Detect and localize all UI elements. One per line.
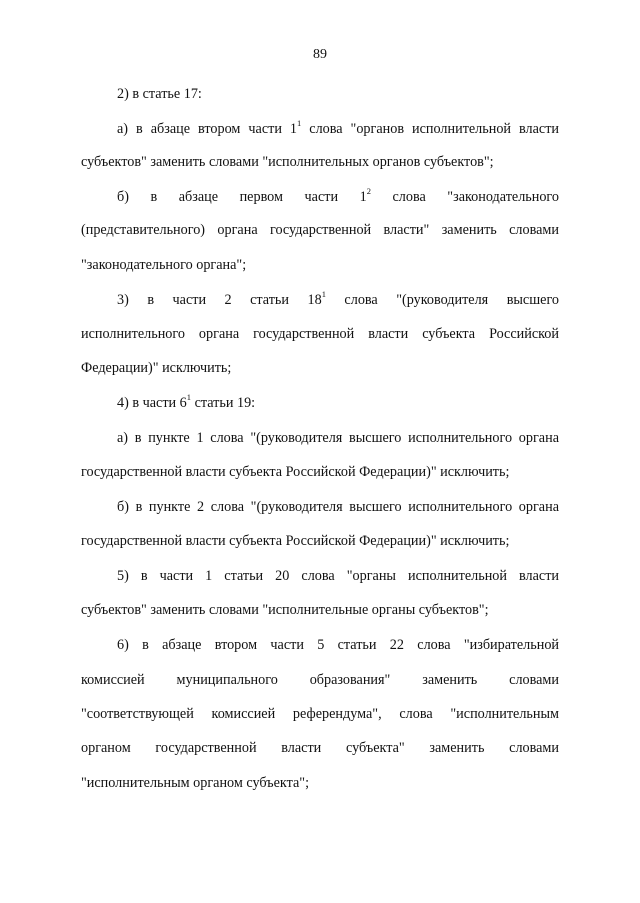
text-run: субъектов" заменить словами "исполнительные органы субъектов";: [81, 602, 489, 618]
paragraph-line: [81, 739, 559, 757]
superscript: 1: [297, 118, 302, 129]
paragraph-line: [117, 498, 559, 516]
paragraph-line: [117, 188, 559, 206]
text-run: 3) в части 2 статьи 18: [117, 292, 322, 308]
page-number: 89: [313, 47, 327, 62]
text-run: 6) в абзаце втором части 5 статьи 22 слова "избирательной: [117, 637, 559, 653]
paragraph-line: [81, 256, 559, 274]
paragraph-line: [81, 671, 559, 689]
paragraph-line: [81, 221, 559, 239]
text-run: государственной власти субъекта Российской Федерации)" исключить;: [81, 464, 510, 480]
paragraph-line: [81, 532, 559, 550]
text-run: "законодательного органа";: [81, 257, 247, 273]
paragraph-line: [117, 429, 559, 447]
text-run: субъектов" заменить словами "исполнительных органов субъектов";: [81, 154, 494, 170]
text-run: слова "(руководителя высшего: [325, 292, 560, 308]
text-run: 2) в статье 17:: [117, 86, 202, 102]
paragraph-line: [117, 85, 559, 103]
text-run: а) в пункте 1 слова "(руководителя высшего исполнительного органа: [117, 430, 559, 446]
paragraph-line: [81, 359, 559, 377]
superscript: 1: [321, 289, 326, 300]
text-run: "исполнительным органом субъекта";: [81, 775, 310, 791]
paragraph-line: [81, 601, 559, 619]
paragraph-line: [117, 636, 559, 654]
text-run: слова "законодательного: [370, 189, 559, 205]
text-run: органом государственной власти субъекта" заменить словами: [81, 740, 559, 756]
text-run: а) в абзаце втором части 1: [117, 121, 298, 137]
paragraph-line: [81, 774, 559, 792]
superscript: 2: [366, 186, 371, 197]
paragraph-line: [117, 291, 559, 309]
text-run: статьи 19:: [191, 395, 256, 411]
text-run: Федерации)" исключить;: [81, 360, 232, 376]
paragraph-line: [81, 153, 559, 171]
paragraph-line: [117, 567, 559, 585]
text-run: комиссией муниципального образования" заменить словами: [81, 672, 559, 688]
paragraph-line: [81, 325, 559, 343]
paragraph-line: [81, 705, 559, 723]
text-run: б) в абзаце первом части 1: [117, 189, 367, 205]
superscript: 1: [186, 392, 192, 403]
text-run: 4) в части 6: [117, 395, 187, 411]
text-run: государственной власти субъекта Российской Федерации)" исключить;: [81, 533, 510, 549]
paragraph-line: [117, 120, 559, 138]
text-run: б) в пункте 2 слова "(руководителя высшего исполнительного органа: [117, 499, 559, 515]
text-run: 5) в части 1 статьи 20 слова "органы исполнительной власти: [117, 568, 559, 584]
text-run: (представительного) органа государственной власти" заменить словами: [81, 222, 559, 238]
paragraph-line: [117, 394, 559, 412]
text-run: слова "органов исполнительной власти: [301, 121, 559, 137]
text-run: исполнительного органа государственной власти субъекта Российской: [81, 326, 559, 342]
paragraph-line: [81, 463, 559, 481]
text-run: "соответствующей комиссией референдума", слова "исполнительным: [81, 706, 559, 722]
